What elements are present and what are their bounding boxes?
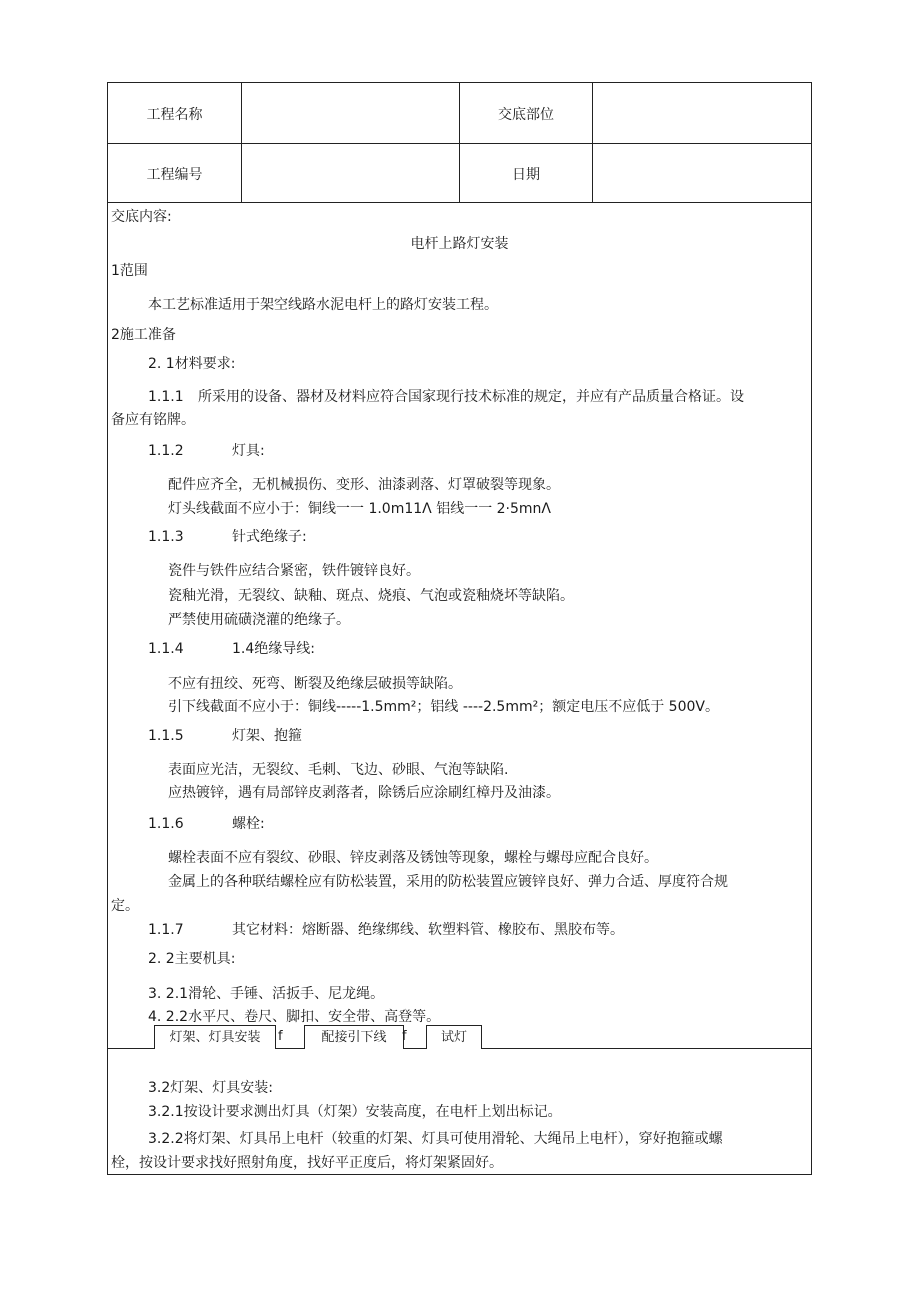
- date-label: 日期: [512, 167, 540, 183]
- flow-step-fixture-install: 灯架、灯具安装: [154, 1025, 276, 1049]
- item-1-1-4-line-2: 引下线截面不应小于：铜线-----1.5mm²；铝线 ----2.5mm²；额定电压不应低于 500V。: [168, 699, 719, 715]
- item-1-1-3-number: 1.1.3: [148, 529, 184, 545]
- item-1-1-6-title: 螺栓:: [232, 816, 265, 832]
- item-1-1-3: [148, 527, 307, 547]
- item-1-1-2: [148, 441, 265, 461]
- item-1-1-7: [148, 920, 624, 940]
- col-divider: [459, 83, 460, 202]
- tool-line-1: 3. 2.1滑轮、手锤、活扳手、尼龙绳。: [148, 986, 385, 1002]
- section-3-2-1: 3.2.1按设计要求测出灯具（灯架）安装高度，在电杆上划出标记。: [148, 1104, 562, 1120]
- item-1-1-5-title: 灯架、抱箍: [232, 728, 302, 744]
- item-1-1-5-line-2: 应热镀锌，遇有局部锌皮剥落者，除锈后应涂刷红樟丹及油漆。: [168, 785, 560, 801]
- tool-line-2: 4. 2.2水平尺、卷尺、脚扣、安全带、高登等。: [148, 1009, 441, 1025]
- col-divider: [592, 83, 593, 202]
- item-1-1-2-number: 1.1.2: [148, 443, 184, 459]
- section-1-heading: 1范围: [111, 263, 148, 279]
- item-1-1-7-text: 其它材料：熔断器、绝缘绑线、软塑料管、橡胶布、黑胶布等。: [232, 922, 624, 938]
- item-1-1-1-text-cont: 备应有铭牌。: [111, 412, 195, 428]
- item-1-1-5: [148, 726, 302, 746]
- flow-step-test-light: 试灯: [426, 1025, 482, 1049]
- content-heading: 交底内容:: [111, 209, 172, 225]
- item-1-1-4-number: 1.1.4: [148, 641, 184, 657]
- section-3-2-2-line-2: 栓，按设计要求找好照射角度，找好平正度后，将灯架紧固好。: [111, 1155, 503, 1171]
- item-1-1-3-line-2: 瓷釉光滑，无裂纹、缺釉、斑点、烧痕、气泡或瓷釉烧坏等缺陷。: [168, 588, 574, 604]
- item-1-1-3-title: 针式绝缘子:: [232, 529, 307, 545]
- section-3-2-2-line-1: 3.2.2将灯架、灯具吊上电杆（较重的灯架、灯具可使用滑轮、大绳吊上电杆），穿好抱箍或螺: [148, 1131, 723, 1147]
- item-1-1-1: [148, 387, 744, 407]
- col-divider: [241, 83, 242, 202]
- item-1-1-2-title: 灯具:: [232, 443, 265, 459]
- row-divider: [108, 202, 811, 203]
- section-2-1-heading: 2. 1材料要求:: [148, 356, 236, 372]
- item-1-1-6-line-3: 定。: [111, 898, 139, 914]
- item-1-1-4: [148, 639, 315, 659]
- item-1-1-6-line-2: 金属上的各种联结螺栓应有防松装置，采用的防松装置应镀锌良好、弹力合适、厚度符合规: [168, 874, 728, 890]
- item-1-1-4-line-1: 不应有扭绞、死弯、断裂及绝缘层破损等缺陷。: [168, 676, 462, 692]
- item-1-1-6-number: 1.1.6: [148, 816, 184, 832]
- item-1-1-7-number: 1.1.7: [148, 922, 184, 938]
- flow-step-downlead: 配接引下线: [304, 1025, 404, 1049]
- item-1-1-4-title: 1.4绝缘导线:: [232, 641, 315, 657]
- disclosure-form: [107, 82, 812, 1175]
- document-title: 电杆上路灯安装: [410, 236, 509, 252]
- flow-arrow-icon: f: [402, 1029, 407, 1044]
- item-1-1-3-line-1: 瓷件与铁件应结合紧密，铁件镀锌良好。: [168, 563, 420, 579]
- item-1-1-1-number: 1.1.1: [148, 389, 184, 405]
- item-1-1-5-number: 1.1.5: [148, 728, 184, 744]
- flow-arrow-icon: f: [278, 1029, 283, 1044]
- item-1-1-6: [148, 814, 265, 834]
- item-1-1-2-line-2: 灯头线截面不应小于：铜线一一 1.0m11Λ 铝线一一 2·5mnΛ: [168, 501, 551, 517]
- item-1-1-3-line-3: 严禁使用硫磺浇灌的绝缘子。: [168, 612, 350, 628]
- item-1-1-2-line-1: 配件应齐全，无机械损伤、变形、油漆剥落、灯罩破裂等现象。: [168, 477, 560, 493]
- item-1-1-1-text: 所采用的设备、器材及材料应符合国家现行技术标准的规定，并应有产品质量合格证。设: [198, 389, 744, 405]
- project-name-label: 工程名称: [146, 107, 203, 123]
- section-1-text: 本工艺标准适用于架空线路水泥电杆上的路灯安装工程。: [148, 297, 498, 313]
- item-1-1-6-line-1: 螺栓表面不应有裂纹、砂眼、锌皮剥落及锈蚀等现象，螺栓与螺母应配合良好。: [168, 850, 658, 866]
- section-3-2-heading: 3.2灯架、灯具安装:: [148, 1080, 273, 1096]
- section-2-heading: 2施工准备: [111, 327, 176, 343]
- location-label: 交底部位: [498, 107, 554, 123]
- item-1-1-5-line-1: 表面应光洁，无裂纹、毛刺、飞边、砂眼、气泡等缺陷.: [168, 762, 509, 778]
- section-2-2-heading: 2. 2主要机具:: [148, 951, 236, 967]
- project-no-label: 工程编号: [146, 167, 203, 183]
